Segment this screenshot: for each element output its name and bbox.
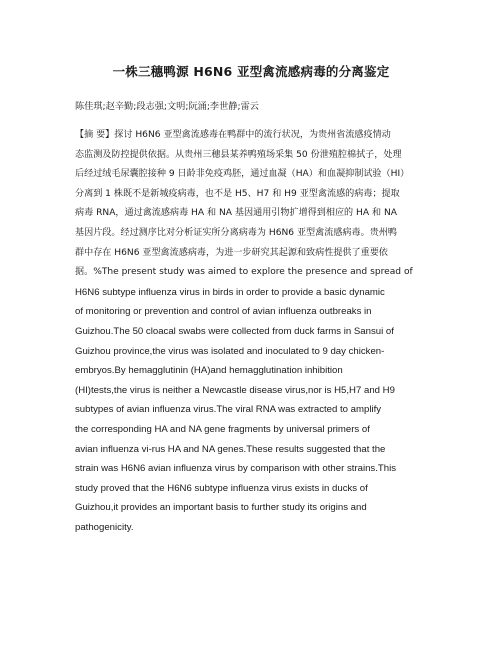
abstract-line: 【摘 要】探讨 H6N6 亚型禽流感毒在鸭群中的流行状况，为贵州省流感疫情动 <box>75 130 391 140</box>
abstract-line: the corresponding HA and NA gene fragments by universal primers of <box>75 423 370 435</box>
abstract-line: Guizhou.The 50 cloacal swabs were collected from duck farms in Sansui of <box>75 325 394 337</box>
abstract-line: 群中存在 H6N6 亚型禽流感病毒，为进一步研究其起源和致病性提供了重要依 <box>75 247 388 258</box>
abstract-line: avian influenza vi-rus HA and NA genes.These results suggested that the <box>75 443 386 455</box>
abstract <box>75 126 435 537</box>
abstract-line: 基因片段。经过测序比对分析证实所分离病毒为 H6N6 亚型禽流感病毒。贵州鸭 <box>75 227 397 238</box>
abstract-line: of monitoring or prevention and control of avian influenza outbreaks in <box>75 306 372 318</box>
abstract-line: Guizhou,it provides an important basis to further study its origins and <box>75 502 367 514</box>
author-list: 陈佳琪;赵辛勤;段志强;文明;阮涌;李世静;雷云 <box>75 101 259 112</box>
paper-title: 一株三穗鸭源 H6N6 亚型禽流感病毒的分离鉴定 <box>112 64 390 79</box>
abstract-line: 据。%The present study was aimed to explore the presence and spread of <box>75 267 413 278</box>
abstract-line: H6N6 subtype influenza virus in birds in order to provide a basic dynamic <box>75 286 385 298</box>
abstract-line: 病毒 RNA，通过禽流感病毒 HA 和 NA 基因通用引物扩增得到相应的 HA 和 NA <box>75 208 397 219</box>
abstract-line: (HI)tests,the virus is neither a Newcastle disease virus,nor is H5,H7 and H9 <box>75 384 395 396</box>
abstract-line: 态监测及防控提供依据。从贵州三穗县某养鸭殖场采集 50 份泄殖腔棉拭子，处理 <box>75 149 402 160</box>
abstract-line: study proved that the H6N6 subtype influenza virus exists in ducks of <box>75 482 368 494</box>
abstract-line: Guizhou province,the virus was isolated and inoculated to 9 day chicken- <box>75 345 385 357</box>
abstract-line: 后经过绒毛尿囊腔接种 9 日龄非免疫鸡胚，通过血凝（HA）和血凝抑制试验（HI） <box>75 169 410 180</box>
abstract-line: embryos.By hemagglutinin (HA)and hemagglutination inhibition <box>75 365 343 377</box>
abstract-line: subtypes of avian influenza virus.The viral RNA was extracted to amplify <box>75 404 382 416</box>
abstract-line: strain was H6N6 avian influenza virus by comparison with other strains.This <box>75 463 396 475</box>
abstract-line: 分离到 1 株既不是新城疫病毒，也不是 H5、H7 和 H9 亚型禽流感的病毒；提取 <box>75 188 400 199</box>
abstract-line: pathogenicity. <box>75 521 134 533</box>
